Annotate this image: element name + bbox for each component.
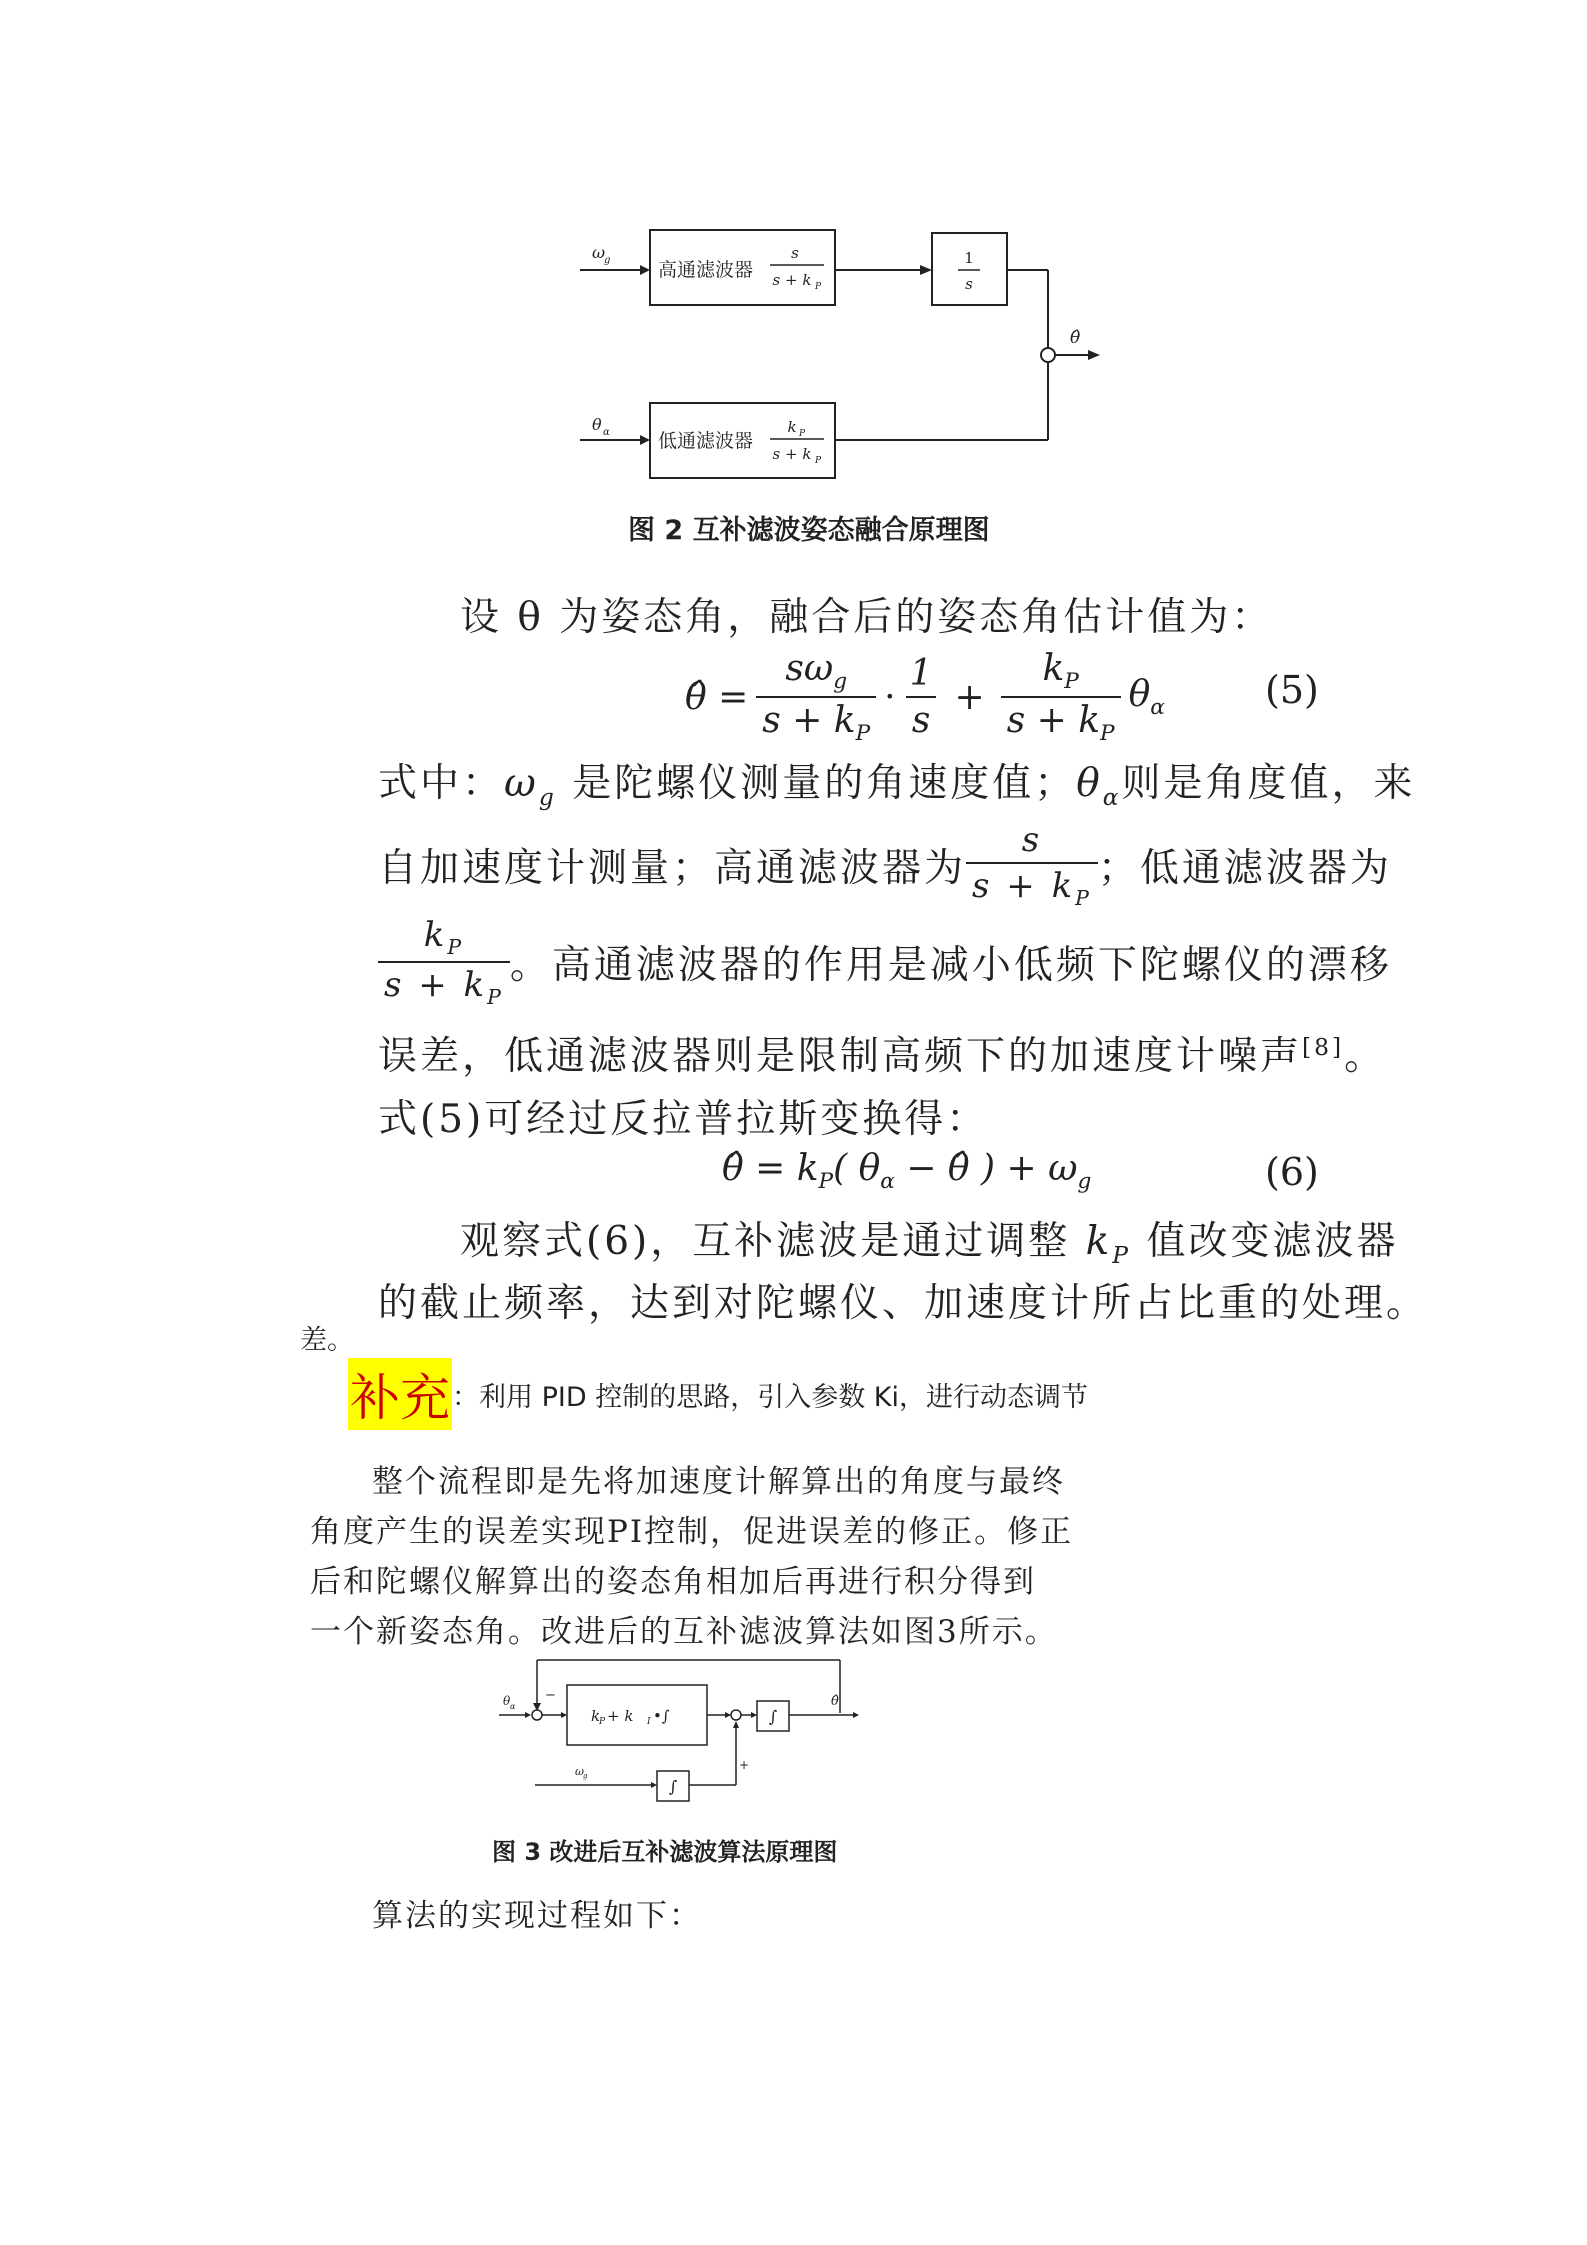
figure-3-diagram — [495, 1655, 875, 1825]
fig2-lpf-den-sub: P — [815, 456, 822, 466]
para1-intro: 设 θ 为姿态角，融合后的姿态角估计值为： — [460, 595, 1274, 640]
eq5-dot: · — [884, 676, 896, 718]
fig2-lpf-den: s + k — [772, 445, 812, 463]
fig3-omega-label: ω — [575, 1765, 584, 1778]
fig3-theta-sub: α — [510, 1702, 516, 1711]
fig3-int1-symbol: ∫ — [768, 1707, 778, 1726]
fig3-omega-sub: g — [583, 1772, 588, 1780]
figure-2 — [570, 225, 1130, 495]
eq5-lhs: θ̂ = — [685, 676, 749, 718]
fig3-pi-block — [567, 1685, 707, 1745]
equation-6: θ̂ = $k_P$( $\theta_\alpha$ − θ̂ ) + $\omega_g$ — [722, 1148, 1092, 1195]
fig2-lpf-num-sub: P — [799, 429, 806, 439]
para2-lpf-frac: $\frac{k_P}{s + k_P}$ — [378, 915, 510, 1009]
para3-line3: 差。 — [300, 1325, 354, 1356]
para2-line4: 误差，低通滤波器则是限制高频下的加速度计噪声[8]。 — [378, 1033, 1387, 1079]
fig2-hpf-num: s — [791, 244, 799, 262]
figure-2-caption: 图 2 互补滤波姿态融合原理图 — [628, 515, 990, 546]
fig3-pi-kp: k — [591, 1707, 601, 1725]
fig3-pi-mid: + k — [607, 1707, 634, 1725]
fig3-plus: + — [739, 1758, 750, 1772]
fig3-output: θ̂ — [831, 1694, 839, 1709]
para4-line: 整个流程即是先将加速度计解算出的角度与最终 — [372, 1464, 1065, 1500]
equation-5 — [685, 648, 1165, 746]
fig3-minus: − — [545, 1688, 556, 1703]
para4-line: 后和陀螺仪解算出的姿态角相加后再进行积分得到 — [310, 1564, 1036, 1600]
fig3-pi-kp-sub: P — [599, 1717, 606, 1727]
fig2-lpf-label: 低通滤波器 — [658, 430, 754, 452]
eq5-number: (5) — [1265, 668, 1319, 712]
para4 — [310, 1456, 1074, 1656]
fig3-sum-junction — [731, 1710, 741, 1720]
fig2-int-num: 1 — [964, 249, 974, 267]
fig2-integrator-box — [932, 233, 1007, 305]
fig2-theta-label: θ — [592, 415, 602, 434]
figure-2-diagram — [570, 225, 1130, 495]
eq5-frac1: $\frac{s\omega_g}{s + k_P}$ — [756, 648, 876, 746]
para2-line5: 式(5)可经过反拉普拉斯变换得： — [378, 1097, 989, 1142]
fig2-hpf-den-sub: P — [815, 282, 822, 292]
figure-3 — [495, 1655, 875, 1825]
para2-line1: 式中：$\omega_g$ 是陀螺仪测量的角速度值；$\theta_\alpha$则是角度值，来 — [378, 761, 1416, 811]
supplement-note — [348, 1358, 1088, 1430]
eq5-plus: + — [954, 676, 985, 718]
para4-line: 角度产生的误差实现PI控制，促进误差的修正。修正 — [310, 1514, 1074, 1550]
supplement-text: ：利用 PID 控制的思路，引入参数 Ki，进行动态调节 — [452, 1381, 1088, 1413]
eq6-number: (6) — [1265, 1150, 1319, 1194]
eq5-frac2: $\frac{1}{s}$ — [904, 653, 939, 741]
fig2-output: θ̂ — [1070, 328, 1081, 348]
fig2-lpf-num: k — [787, 418, 797, 436]
fig3-error-junction — [532, 1710, 542, 1720]
para3-line1: 观察式(6)，互补滤波是通过调整 $k_P$ 值改变滤波器 — [460, 1219, 1399, 1269]
eq5-frac3: $\frac{k_P}{s + k_P}$ — [1001, 648, 1121, 746]
fig3-int2-symbol: ∫ — [668, 1777, 678, 1796]
fig2-theta-sub: α — [603, 427, 610, 438]
fig3-pi-tail: •∫ — [653, 1707, 670, 1725]
fig3-theta-label: θ — [503, 1694, 511, 1708]
para2-line2: 自加速度计测量；高通滤波器为 $\frac{s}{s + k_P}$ ；低通滤波器为 — [378, 820, 1392, 910]
fig2-hpf-den: s + k — [772, 271, 812, 289]
para2-line3: $\frac{k_P}{s + k_P}$ 。高通滤波器的作用是减小低频下陀螺仪的漂移 — [378, 915, 1392, 1009]
fig2-omega-label: ω — [592, 243, 606, 262]
fig2-omega-sub: g — [604, 255, 611, 266]
para3-line2: 的截止频率，达到对陀螺仪、加速度计所占比重的处理。 — [378, 1281, 1429, 1326]
fig2-int-den: s — [965, 275, 973, 293]
para5: 算法的实现过程如下： — [372, 1898, 702, 1934]
figure-3-caption: 图 3 改进后互补滤波算法原理图 — [492, 1838, 838, 1866]
fig2-hpf-label: 高通滤波器 — [658, 259, 754, 281]
para4-line: 一个新姿态角。改进后的互补滤波算法如图3所示。 — [310, 1614, 1058, 1650]
fig2-sum-junction — [1041, 348, 1055, 362]
supplement-tag: 补充 — [348, 1358, 452, 1430]
para2-hpf-frac: $\frac{s}{s + k_P}$ — [966, 820, 1098, 910]
eq5-tail: $\theta_\alpha$ — [1128, 674, 1165, 721]
fig3-pi-ki-sub: I — [647, 1717, 651, 1727]
